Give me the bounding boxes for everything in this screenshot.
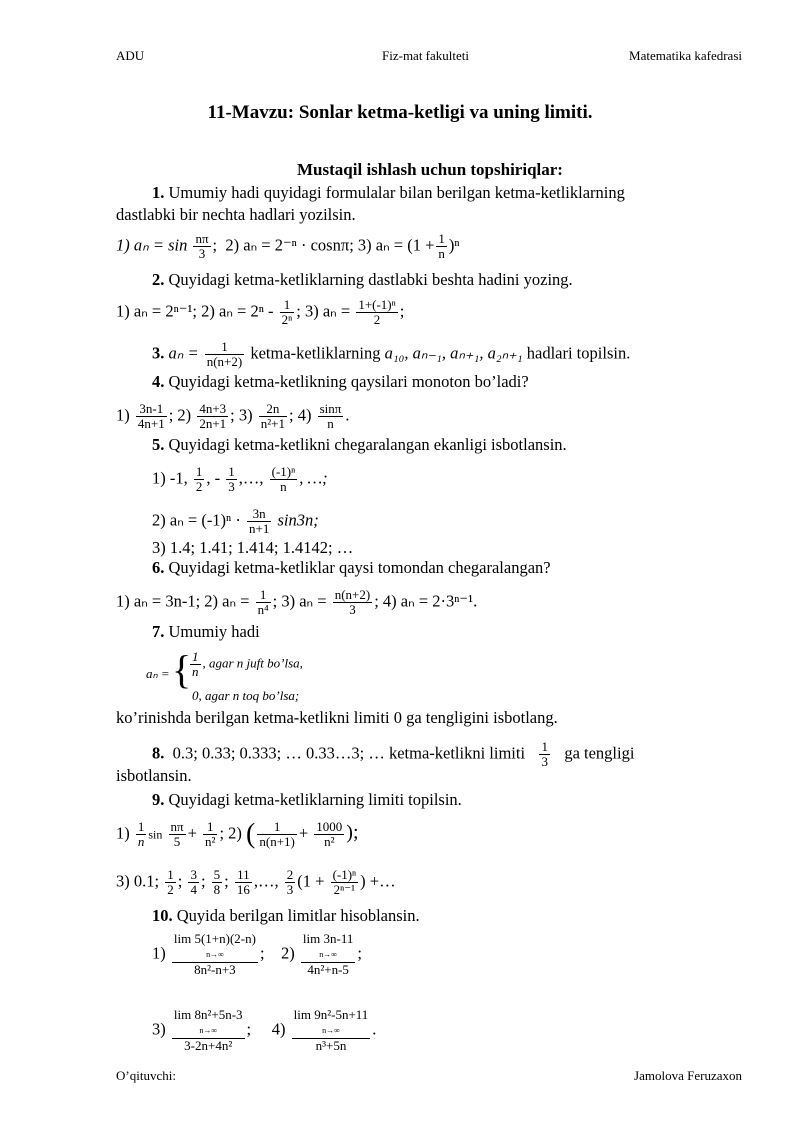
task-1-formulas: 1) aₙ = sin $\frac{n\pi}{3}$ ; 2) aₙ = 2⁻ⁿ · cosnπ; 3) aₙ = (1 + $\frac{1}{n}$ )ⁿ — [116, 231, 460, 261]
task-9: 9. Quyidagi ketma-ketliklarning limiti topilsin. — [152, 790, 462, 809]
task-10-row-1: 1) lim 5(1+n)(2-n) n→∞ 8n²-n+3 ; 2) lim 3n-11 n→∞ 4n²+n-5 ; — [152, 931, 362, 977]
fraction: $\frac{n\pi}{3}$ — [195, 231, 209, 261]
task-5-line-1: 1) -1, $\frac{1}{2}$ , - $\frac{1}{3}$ ,…, $\frac{\text{(-1)ⁿ}}{n}$ , …; — [152, 464, 328, 494]
task-5-line-2: 2) aₙ = (-1)ⁿ · $\frac{3n}{n+1}$ sin3n; — [152, 506, 319, 536]
limit-1: lim 5(1+n)(2-n) n→∞ 8n²-n+3 — [173, 931, 256, 977]
task-8: 8. 0.3; 0.33; 0.333; … 0.33…3; … ketma-ketlikni limiti $\frac{1}{3}$ ga tengligi — [152, 739, 635, 769]
task-9-line-1: 1) $\frac{1}{n}$ sin $\frac{n\pi}{5}$ + $\frac{1}{\text{n²}}$ ; 2) ( $\frac{1}{n(n+1)}$ + $\frac{1000}{\text{n²}}$ ); — [116, 818, 359, 850]
limit-4: lim 9n²-5n+11 n→∞ n³+5n — [293, 1007, 369, 1053]
brace: { — [172, 647, 192, 692]
task-2: 2. Quyidagi ketma-ketliklarning dastlabki beshta hadini yozing. — [152, 270, 573, 289]
fraction: $\frac{1}{n}$ — [438, 231, 445, 261]
task-1: 1. Umumiy hadi quyidagi formulalar bilan berilgan ketma-ketliklarning — [152, 183, 625, 202]
task-8-after: isbotlansin. — [116, 766, 192, 785]
fraction: $\frac{\text{1+(-1)ⁿ}}{2}$ — [358, 297, 396, 327]
limit-3: lim 8n²+5n-3 n→∞ 3-2n+4n² — [173, 1007, 243, 1053]
task-5: 5. Quyidagi ketma-ketlikni chegaralangan ekanligi isbotlansin. — [152, 435, 567, 454]
footer-left: O’qituvchi: — [116, 1068, 176, 1083]
task-10: 10. Quyida berilgan limitlar hisoblansin. — [152, 906, 420, 925]
task-7-after: ko’rinishda berilgan ketma-ketlikni limiti 0 ga tengligini isbotlang. — [116, 708, 558, 727]
page-title: 11-Mavzu: Sonlar ketma-ketligi va uning limiti. — [207, 102, 593, 123]
task-7: 7. Umumiy hadi — [152, 622, 260, 641]
document-page: ADU Fiz-mat fakulteti Matematika kafedrasi 11-Mavzu: Sonlar ketma-ketligi va uning limiti. Mustaqil ishlash uchun topshiriqlar: 1. Umumiy hadi quyidagi formulalar bilan berilgan ketma-ketliklarning dastlabki bir nechta hadlari yozilsin. 1) aₙ = sin $\frac{n\pi}{3}$ ; 2) aₙ = 2⁻ⁿ · cosnπ; 3) aₙ = (1 + $\frac{1}{n}$ )ⁿ 2. Quyidagi ketma-ketliklarning dastlabki beshta hadini yozing. 1) aₙ = 2ⁿ⁻¹; 2) aₙ = 2ⁿ - $\frac{1}{\text{2ⁿ}}$ ; 3) aₙ = $\frac{\text{1+(-1)ⁿ}}{2}$ ; 3. aₙ = $\frac{1}{n(n+2)}$ ketma-ketliklarning a₁₀, aₙ₋₁, aₙ₊₁, a₂ₙ₊₁ hadlari topilsin. 4. Quyidagi ketma-ketlikning qaysilari monoton bo’ladi? 1) $\frac{3n-1}{4n+1}$ ; 2) $\frac{4n+3}{2n+1}$ ; 3) $\frac{2n}{\text{n²+1}}$ ; 4) $\frac{\sin\pi}{n}$ . 5. Quyidagi ketma-ketlikni chegaralangan ekanligi isbotlansin. 1) -1, $\frac{1}{2}$ , - $\frac{1}{3}$ ,…, $\frac{\text{(-1)ⁿ}}{n}$ , …; 2) aₙ = (-1)ⁿ · $\frac{3n}{n+1}$ sin3n; 3) 1.4; 1.41; 1.414; 1.4142; … 6. Quyidagi ketma-ketliklar qaysi tomondan chegaralangan? 1) aₙ = 3n-1; 2) aₙ = $\frac{1}{\text{n⁴}}$ ; 3) aₙ = $\frac{n(n+2)}{3}$ ; 4) aₙ = 2·3ⁿ⁻¹. 7. Umumiy hadi aₙ = { $\frac{1}{n}$ , agar n juft bo’lsa, 0, agar n toq bo’lsa; ko’rinishda berilgan ketma-ketlikni limiti 0 ga tengligini isbotlang. 8. 0.3; 0.33; 0.333; … 0.33…3; … ketma-ketlikni limiti $\frac{1}{3}$ ga tengligi isbotlansin. 9. Quyidagi ketma-ketliklarning limiti topilsin. 1) $\frac{1}{n}$ sin $\frac{n\pi}{5}$ + $\frac{1}{\text{n²}}$ ; 2) ( $\frac{1}{n(n+1)}$ + $\frac{1000}{\text{n²}}$ ); 3) 0.1; $\frac{1}{2}$ ; $\frac{3}{4}$ ; $\frac{5}{8}$ ; $\frac{11}{16}$ ,…, $\frac{2}{3}$ (1 + $\frac{\text{(-1)ⁿ}}{\text{2ⁿ⁻¹}}$ ) +… 10. Quyida berilgan limitlar hisoblansin. 1) lim 5(1+n)(2-n) n→∞ 8n²-n+3 ; 2) lim 3n-11 n→∞ 4n²+n-5 ; 3) lim 8n²+5n-3 n→∞ 3-2n+4n² ; 4) lim 9n²-5n+11 n→∞ n³+5n . O’qituvchi: Jamolova Feruzaxon — [0, 0, 800, 1131]
fraction: $\frac{1}{n(n+2)}$ — [206, 339, 243, 369]
task-6: 6. Quyidagi ketma-ketliklar qaysi tomondan chegaralangan? — [152, 558, 551, 577]
task-5-line-3: 3) 1.4; 1.41; 1.414; 1.4142; … — [152, 538, 354, 557]
task-10-row-2: 3) lim 8n²+5n-3 n→∞ 3-2n+4n² ; 4) lim 9n²-5n+11 n→∞ n³+5n . — [152, 1007, 377, 1053]
task-9-line-2: 3) 0.1; $\frac{1}{2}$ ; $\frac{3}{4}$ ; $\frac{5}{8}$ ; $\frac{11}{16}$ ,…, $\frac{2}{3}$ (1 + $\frac{\text{(-1)ⁿ}}{\text{2ⁿ⁻¹}}$ ) +… — [116, 867, 396, 897]
fraction: $\frac{1}{\text{2ⁿ}}$ — [281, 297, 293, 327]
header-left: ADU — [116, 48, 145, 63]
task-2-formulas: 1) aₙ = 2ⁿ⁻¹; 2) aₙ = 2ⁿ - $\frac{1}{\text{2ⁿ}}$ ; 3) aₙ = $\frac{\text{1+(-1)ⁿ}}{2}$ ; — [116, 297, 405, 327]
limit-2: lim 3n-11 n→∞ 4n²+n-5 — [302, 931, 354, 977]
task-3: 3. aₙ = $\frac{1}{n(n+2)}$ ketma-ketliklarning a₁₀, aₙ₋₁, aₙ₊₁, a₂ₙ₊₁ hadlari topilsin. — [152, 339, 631, 369]
task-4: 4. Quyidagi ketma-ketlikning qaysilari monoton bo’ladi? — [152, 372, 529, 391]
footer-right: Jamolova Feruzaxon — [634, 1068, 742, 1083]
header-center: Fiz-mat fakulteti — [382, 48, 470, 63]
header-right: Matematika kafedrasi — [629, 48, 742, 63]
section-subtitle: Mustaqil ishlash uchun topshiriqlar: — [297, 160, 563, 179]
task-6-formulas: 1) aₙ = 3n-1; 2) aₙ = $\frac{1}{\text{n⁴}}$ ; 3) aₙ = $\frac{n(n+2)}{3}$ ; 4) aₙ = 2·3ⁿ⁻¹. — [116, 587, 478, 617]
task-1-text-b: dastlabki bir nechta hadlari yozilsin. — [116, 205, 356, 224]
task-4-formulas: 1) $\frac{3n-1}{4n+1}$ ; 2) $\frac{4n+3}{2n+1}$ ; 3) $\frac{2n}{\text{n²+1}}$ ; 4) $\frac{\sin\pi}{n}$ . — [116, 401, 350, 431]
